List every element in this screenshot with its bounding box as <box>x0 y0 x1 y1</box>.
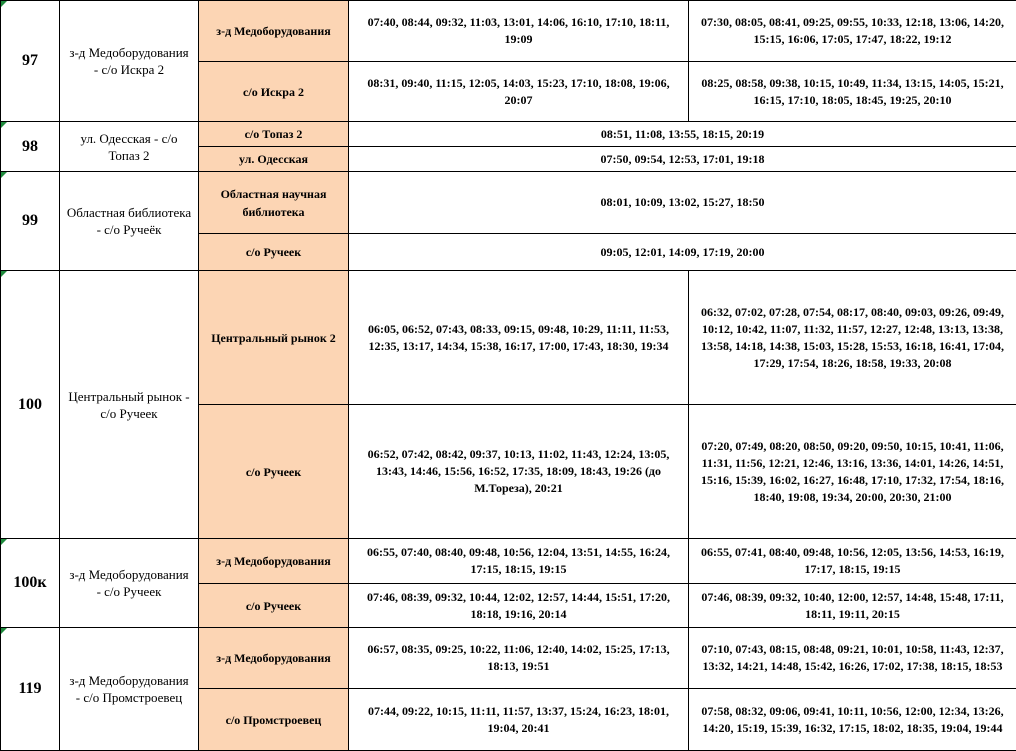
departure-times-weekend: 07:10, 07:43, 08:15, 08:48, 09:21, 10:01, 10:58, 11:43, 12:37, 13:32, 14:21, 14:48, 15:42, 16:26, 17:02, 17:38, 18:15, 18:53 <box>689 628 1016 689</box>
route-number: 119 <box>1 628 60 751</box>
stop-name: с/о Искра 2 <box>199 62 349 122</box>
departure-times-weekday: 06:52, 07:42, 08:42, 09:37, 10:13, 11:02, 11:43, 12:24, 13:05, 13:43, 14:46, 15:56, 16:52, 17:35, 18:09, 18:43, 19:26 (до М.Тореза), 20:21 <box>349 405 689 539</box>
departure-times: 07:50, 09:54, 12:53, 17:01, 19:18 <box>349 147 1016 172</box>
stop-name: с/о Ручеек <box>199 405 349 539</box>
departure-times-weekday: 07:40, 08:44, 09:32, 11:03, 13:01, 14:06, 16:10, 17:10, 18:11, 19:09 <box>349 1 689 62</box>
departure-times-weekday: 06:05, 06:52, 07:43, 08:33, 09:15, 09:48, 10:29, 11:11, 11:53, 12:35, 13:17, 14:34, 15:38, 16:17, 17:00, 17:43, 18:30, 19:34 <box>349 271 689 405</box>
departure-times-weekend: 06:55, 07:41, 08:40, 09:48, 10:56, 12:05, 13:56, 14:53, 16:19, 17:17, 18:15, 19:15 <box>689 539 1016 584</box>
table-row <box>1 1 1016 62</box>
stop-name: с/о Топаз 2 <box>199 122 349 147</box>
table-row <box>1 628 1016 689</box>
route-name: Центральный рынок - с/о Ручеек <box>60 271 199 539</box>
stop-name: с/о Ручеек <box>199 584 349 628</box>
departure-times-weekend: 08:25, 08:58, 09:38, 10:15, 10:49, 11:34, 13:15, 14:05, 15:21, 16:15, 17:10, 18:05, 18:45, 19:25, 20:10 <box>689 62 1016 122</box>
departure-times-weekend: 07:20, 07:49, 08:20, 08:50, 09:20, 09:50, 10:15, 10:41, 11:06, 11:31, 11:56, 12:21, 12:46, 13:16, 13:36, 14:01, 14:26, 14:51, 15:16, 15:39, 16:02, 16:27, 16:48, 17:10, 17:32, 17:54, 18:16, 18:40, 19:08, 19:34, 20:00, 20:30, 21:00 <box>689 405 1016 539</box>
departure-times-weekday: 07:46, 08:39, 09:32, 10:44, 12:02, 12:57, 14:44, 15:51, 17:20, 18:18, 19:16, 20:14 <box>349 584 689 628</box>
route-number: 97 <box>1 1 60 122</box>
stop-name: с/о Промстроевец <box>199 689 349 751</box>
departure-times-weekday: 06:55, 07:40, 08:40, 09:48, 10:56, 12:04, 13:51, 14:55, 16:24, 17:15, 18:15, 19:15 <box>349 539 689 584</box>
stop-name: ул. Одесская <box>199 147 349 172</box>
stop-name: с/о Ручеек <box>199 234 349 271</box>
departure-times-weekend: 07:46, 08:39, 09:32, 10:40, 12:00, 12:57, 14:48, 15:48, 17:11, 18:11, 19:11, 20:15 <box>689 584 1016 628</box>
departure-times-weekday: 07:44, 09:22, 10:15, 11:11, 11:57, 13:37, 15:24, 16:23, 18:01, 19:04, 20:41 <box>349 689 689 751</box>
stop-name: з-д Медоборудования <box>199 1 349 62</box>
stop-name: Центральный рынок 2 <box>199 271 349 405</box>
route-name: ул. Одесская - с/о Топаз 2 <box>60 122 199 172</box>
departure-times-weekend: 07:30, 08:05, 08:41, 09:25, 09:55, 10:33, 12:18, 13:06, 14:20, 15:15, 16:06, 17:05, 17:47, 18:22, 19:12 <box>689 1 1016 62</box>
route-name: з-д Медоборудования - с/о Искра 2 <box>60 1 199 122</box>
departure-times-weekday: 06:57, 08:35, 09:25, 10:22, 11:06, 12:40, 14:02, 15:25, 17:13, 18:13, 19:51 <box>349 628 689 689</box>
table-row <box>1 122 1016 147</box>
table-row <box>1 172 1016 234</box>
stop-name: з-д Медоборудования <box>199 539 349 584</box>
stop-name: Областная научная библиотека <box>199 172 349 234</box>
departure-times-weekend: 07:58, 08:32, 09:06, 09:41, 10:11, 10:56, 12:00, 12:34, 13:26, 14:20, 15:19, 15:39, 16:32, 17:15, 18:02, 18:35, 19:04, 19:44 <box>689 689 1016 751</box>
route-name: з-д Медоборудования - с/о Ручеек <box>60 539 199 628</box>
table-row <box>1 539 1016 584</box>
departure-times: 09:05, 12:01, 14:09, 17:19, 20:00 <box>349 234 1016 271</box>
stop-name: з-д Медоборудования <box>199 628 349 689</box>
departure-times: 08:51, 11:08, 13:55, 18:15, 20:19 <box>349 122 1016 147</box>
departure-times-weekday: 08:31, 09:40, 11:15, 12:05, 14:03, 15:23, 17:10, 18:08, 19:06, 20:07 <box>349 62 689 122</box>
route-name: Областная библиотека - с/о Ручеёк <box>60 172 199 271</box>
route-number: 100к <box>1 539 60 628</box>
route-number: 100 <box>1 271 60 539</box>
departure-times-weekend: 06:32, 07:02, 07:28, 07:54, 08:17, 08:40, 09:03, 09:26, 09:49, 10:12, 10:42, 11:07, 11:32, 11:57, 12:27, 12:48, 13:13, 13:38, 13:58, 14:18, 14:38, 15:03, 15:28, 15:53, 16:18, 16:41, 17:04, 17:29, 17:54, 18:26, 18:58, 19:33, 20:08 <box>689 271 1016 405</box>
route-name: з-д Медоборудования - с/о Промстроевец <box>60 628 199 751</box>
table-row <box>1 271 1016 405</box>
route-number: 99 <box>1 172 60 271</box>
departure-times: 08:01, 10:09, 13:02, 15:27, 18:50 <box>349 172 1016 234</box>
route-number: 98 <box>1 122 60 172</box>
